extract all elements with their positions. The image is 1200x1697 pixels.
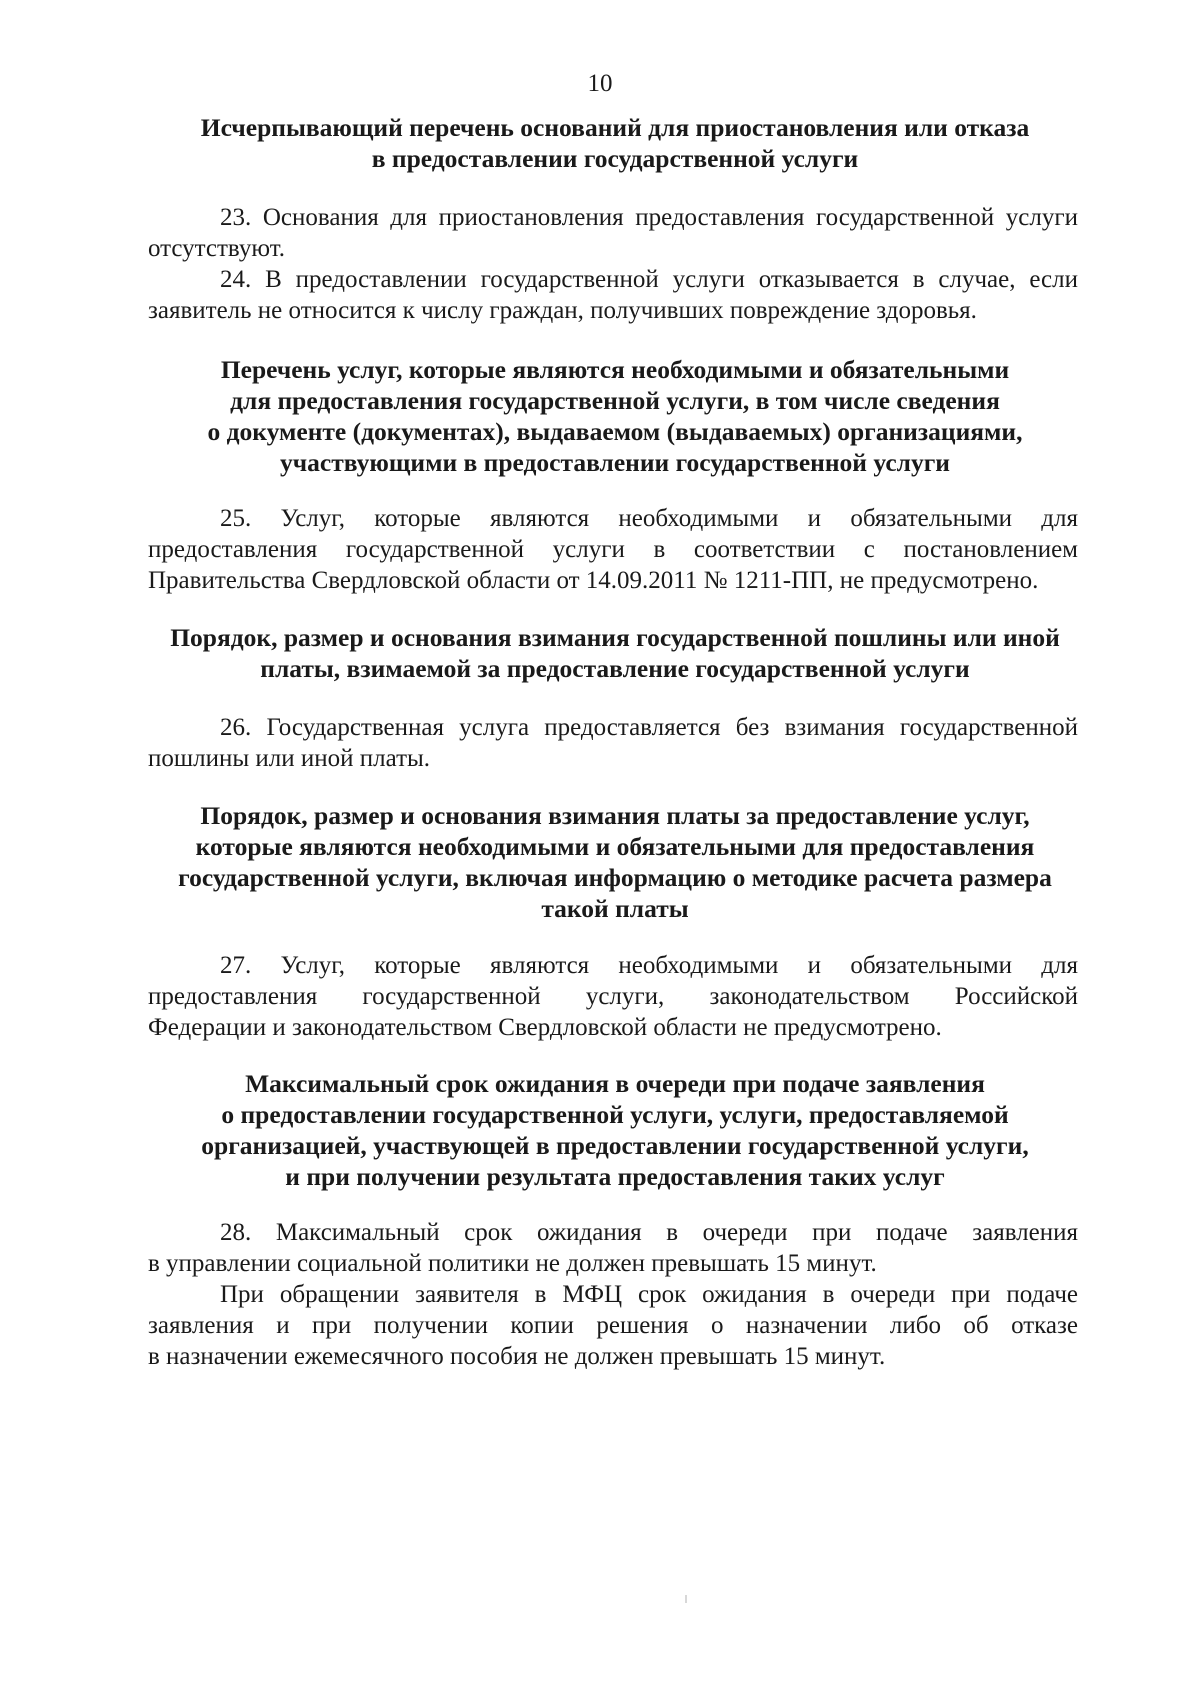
paragraph-line: отсутствуют. [148,235,286,262]
heading-line: Порядок, размер и основания взимания государственной пошлины или иной [170,623,1060,652]
paragraph-line: пошлины или иной платы. [148,745,431,772]
paragraph-line: 27. Услуг, которые являются необходимыми и обязательными для [220,952,1078,979]
section-heading-max-waiting-time [150,1068,1080,1192]
heading-line: государственной услуги, включая информацию о методике расчета размера [178,863,1052,892]
heading-line: Исчерпывающий перечень оснований для приостановления или отказа [200,113,1030,142]
paragraph-line: 25. Услуг, которые являются необходимыми и обязательными для [220,505,1078,532]
section-heading-suspension-refusal [150,112,1080,174]
paragraph-23 [148,202,1078,264]
section-heading-required-services [150,354,1080,478]
page-number: 10 [587,70,613,97]
paragraph-line: 28. Максимальный срок ожидания в очереди при подаче заявления [220,1219,1078,1246]
heading-line: о предоставлении государственной услуги, услуги, предоставляемой [221,1100,1009,1129]
heading-line: в предоставлении государственной услуги [371,144,859,173]
section-heading-fee-procedure [150,800,1080,924]
paragraph-line: заявитель не относится к числу граждан, получивших повреждение здоровья. [148,297,977,324]
heading-line: организацией, участвующей в предоставлении государственной услуги, [201,1131,1029,1160]
paragraph-24 [148,264,1078,326]
paragraph-line: предоставления государственной услуги в соответствии с постановлением [148,536,1078,563]
paragraph-line: предоставления государственной услуги, законодательством Российской [148,983,1078,1010]
heading-line: Перечень услуг, которые являются необходимыми и обязательными [220,355,1010,384]
heading-line: о документе (документах), выдаваемом (выдаваемых) организациями, [207,417,1023,446]
paragraph-line: При обращении заявителя в МФЦ срок ожидания в очереди при подаче [220,1281,1078,1308]
paragraph-26 [148,712,1078,774]
paragraph-line: 23. Основания для приостановления предоставления государственной услуги [220,204,1078,231]
paragraph-27 [148,950,1078,1043]
scan-artifact [685,1595,687,1603]
heading-line: которые являются необходимыми и обязательными для предоставления [195,832,1035,861]
heading-line: Порядок, размер и основания взимания платы за предоставление услуг, [200,801,1030,830]
paragraph-line: Федерации и законодательством Свердловской области не предусмотрено. [148,1014,942,1041]
paragraph-line: 24. В предоставлении государственной услуги отказывается в случае, если [220,266,1078,293]
paragraph-line: в управлении социальной политики не должен превышать 15 минут. [148,1250,877,1277]
paragraph-line: Правительства Свердловской области от 14.09.2011 № 1211-ПП, не предусмотрено. [148,567,1039,594]
paragraph-line: 26. Государственная услуга предоставляется без взимания государственной [220,714,1078,741]
heading-line: для предоставления государственной услуги, в том числе сведения [230,386,1000,415]
paragraph-28 [148,1217,1078,1279]
heading-line: платы, взимаемой за предоставление государственной услуги [260,654,970,683]
heading-line: такой платы [541,894,689,923]
paragraph-line: заявления и при получении копии решения о назначении либо об отказе [148,1312,1078,1339]
heading-line: Максимальный срок ожидания в очереди при подаче заявления [245,1069,985,1098]
section-heading-state-duty [150,622,1080,684]
heading-line: и при получении результата предоставления таких услуг [285,1162,945,1191]
paragraph-28-mfc [148,1279,1078,1372]
paragraph-25 [148,503,1078,596]
paragraph-line: в назначении ежемесячного пособия не должен превышать 15 минут. [148,1343,886,1370]
heading-line: участвующими в предоставлении государственной услуги [280,448,950,477]
